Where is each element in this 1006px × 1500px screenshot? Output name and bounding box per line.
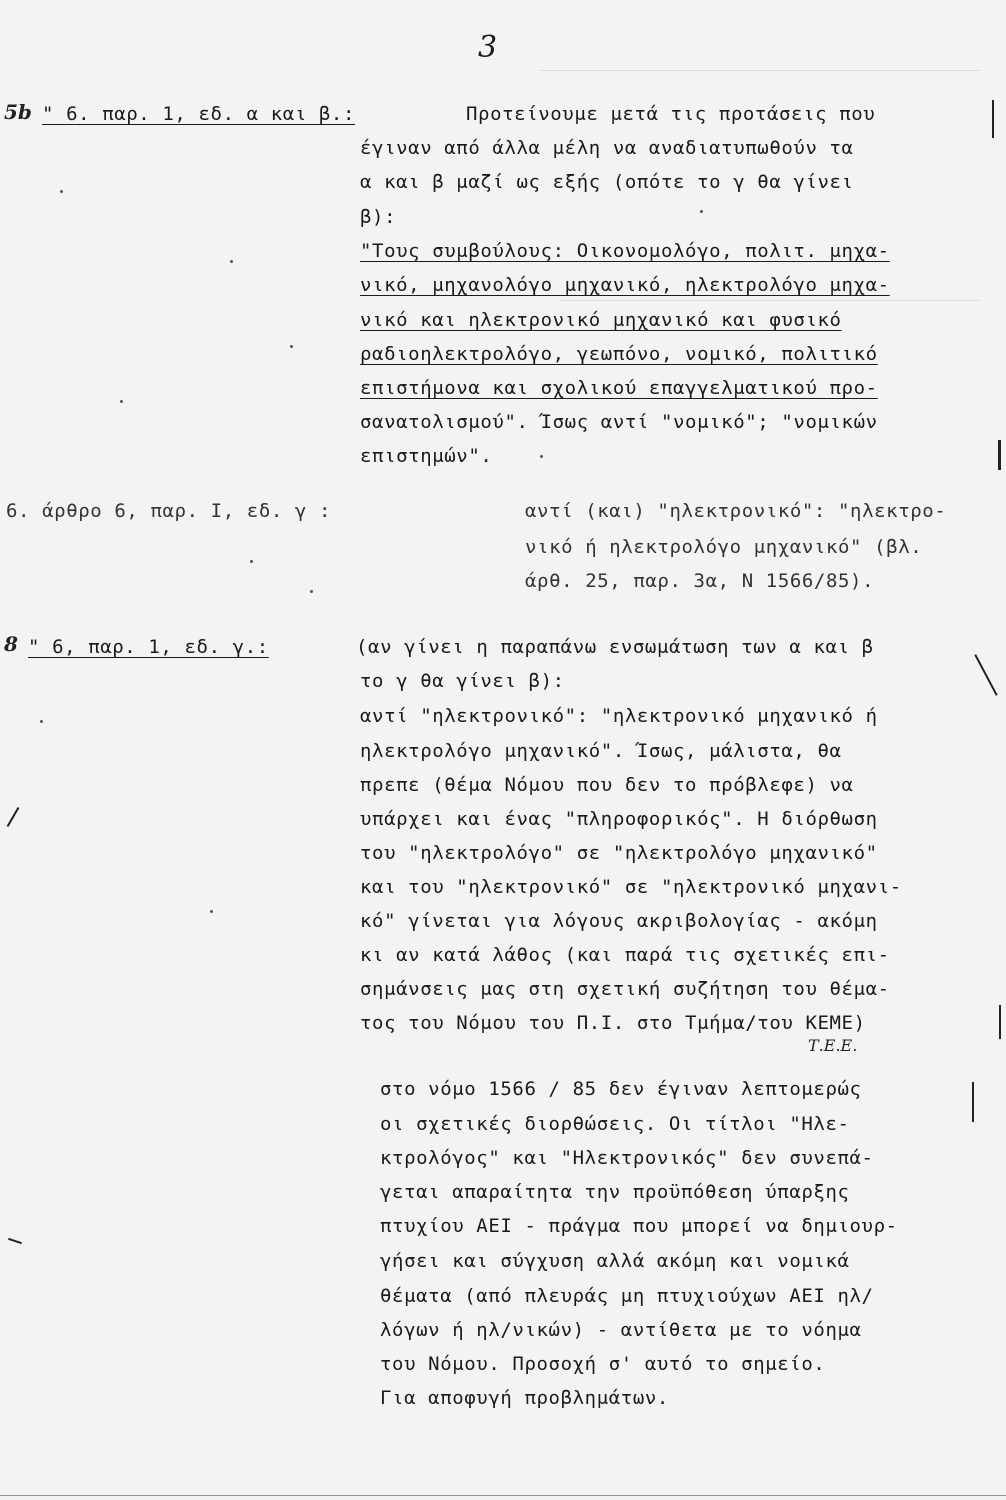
text-line: Προτείνουμε μετά τις προτάσεις που [466, 103, 876, 125]
bleed-through-line [540, 70, 980, 71]
text-line: του Νόμου. Προσοχή σ' αυτό το σημείο. [380, 1353, 826, 1375]
speck [310, 590, 313, 593]
text-line: γήσει και σύγχυση αλλά ακόμη και νομικά [380, 1250, 850, 1272]
margin-stroke [8, 1238, 22, 1244]
text-line: το γ θα γίνει β): [360, 670, 565, 692]
speck [290, 345, 293, 348]
text-line: κτρολόγος" και "Ηλεκτρονικός" δεν συνεπά- [380, 1147, 874, 1169]
section-reference: " 6, παρ. 1, εδ. γ.: [28, 636, 269, 658]
text-line: α και β μαζί ως εξής (οπότε το γ θα γίνει [360, 171, 854, 193]
section-reference: 6. άρθρο 6, παρ. Ι, εδ. γ : [6, 500, 332, 522]
margin-bracket [998, 440, 1001, 470]
text-line: υπάρχει και ένας "πληροφορικός". Η διόρθωση [360, 808, 878, 830]
text-line: στο νόμο 1566 / 85 δεν έγιναν λεπτομερώς [380, 1078, 862, 1100]
text-line: τος του Νόμου του Π.Ι. στο Τμήμα/του ΚΕΜΕ) [360, 1012, 866, 1034]
margin-stroke [974, 654, 997, 696]
speck [40, 720, 43, 723]
text-line: και του "ηλεκτρονικό" σε "ηλεκτρονικό μηχανι- [360, 876, 902, 898]
text-line: επιστημών". [360, 445, 493, 467]
text-line: Για αποφυγή προβλημάτων. [380, 1387, 669, 1409]
text-line: έγιναν από άλλα μέλη να αναδιατυπωθούν τα [360, 137, 854, 159]
text-line: αντί "ηλεκτρονικό": "ηλεκτρονικό μηχανικό ή [360, 705, 878, 727]
text-line: του "ηλεκτρολόγο" σε "ηλεκτρολόγο μηχανικό" [360, 842, 878, 864]
margin-bracket [999, 1005, 1001, 1039]
text-line: ηλεκτρολόγο μηχανικό". Ίσως, μάλιστα, θα [360, 740, 842, 762]
text-line: νικό ή ηλεκτρολόγο μηχανικό" (βλ. [525, 536, 923, 558]
text-line: πτυχίου ΑΕΙ - πράγμα που μπορεί να δημιουρ- [380, 1215, 898, 1237]
speck [540, 455, 543, 458]
text-line: θέματα (από πλευράς μη πτυχιούχων ΑΕΙ ηλ/ [380, 1285, 874, 1307]
text-line: λόγων ή ηλ/νικών) - αντίθετα με το νόημα [380, 1319, 862, 1341]
text-line: άρθ. 25, παρ. 3α, Ν 1566/85). [525, 570, 875, 592]
handwritten-note: Τ.Ε.Ε. [808, 1036, 858, 1055]
page-edge-line [0, 1495, 1006, 1496]
margin-bracket [992, 100, 994, 138]
handwritten-item-mark: 8 [4, 632, 18, 656]
quoted-proposal-line: επιστήμονα και σχολικού επαγγελματικού προ- [360, 377, 878, 399]
speck [210, 910, 213, 913]
quoted-proposal-line: νικό, μηχανολόγο μηχανικό, ηλεκτρολόγο μηχα- [360, 274, 890, 296]
speck [700, 210, 703, 213]
speck [230, 260, 233, 263]
text-line: (αν γίνει η παραπάνω ενσωμάτωση των α και β [356, 636, 874, 658]
text-line: σανατολισμού". Ίσως αντί "νομικό"; "νομικών [360, 411, 878, 433]
text-line: πρεπε (θέμα Νόμου που δεν το πρόβλεφε) να [360, 774, 854, 796]
speck [250, 560, 253, 563]
bleed-through-line [560, 300, 980, 301]
speck [60, 190, 63, 193]
text-line: κι αν κατά λάθος (και παρά τις σχετικές επι- [360, 944, 890, 966]
text-line: αντί (και) "ηλεκτρονικό": "ηλεκτρο- [525, 500, 947, 522]
text-line: γεται απαραίτητα την προϋπόθεση ύπαρξης [380, 1181, 850, 1203]
text-line: β): [360, 206, 397, 228]
text-line: οι σχετικές διορθώσεις. Οι τίτλοι "Ηλε- [380, 1113, 850, 1135]
section-reference: " 6. παρ. 1, εδ. α και β.: [42, 103, 356, 125]
quoted-proposal-line: νικό και ηλεκτρονικό μηχανικό και φυσικό [360, 309, 842, 331]
speck [120, 400, 123, 403]
page-number: 3 [478, 30, 498, 65]
text-line: κό" γίνεται για λόγους ακριβολογίας - ακόμη [360, 910, 878, 932]
margin-bracket [972, 1082, 974, 1122]
text-line: σημάνσεις μας στη σχετική συζήτηση του θέμα- [360, 978, 890, 1000]
handwritten-item-mark: 5b [4, 100, 32, 124]
margin-stroke [7, 807, 20, 827]
quoted-proposal-line: "Τους συμβούλους: Οικονομολόγο, πολιτ. μηχα- [360, 240, 890, 262]
quoted-proposal-line: ραδιοηλεκτρολόγο, γεωπόνο, νομικό, πολιτικό [360, 343, 878, 365]
